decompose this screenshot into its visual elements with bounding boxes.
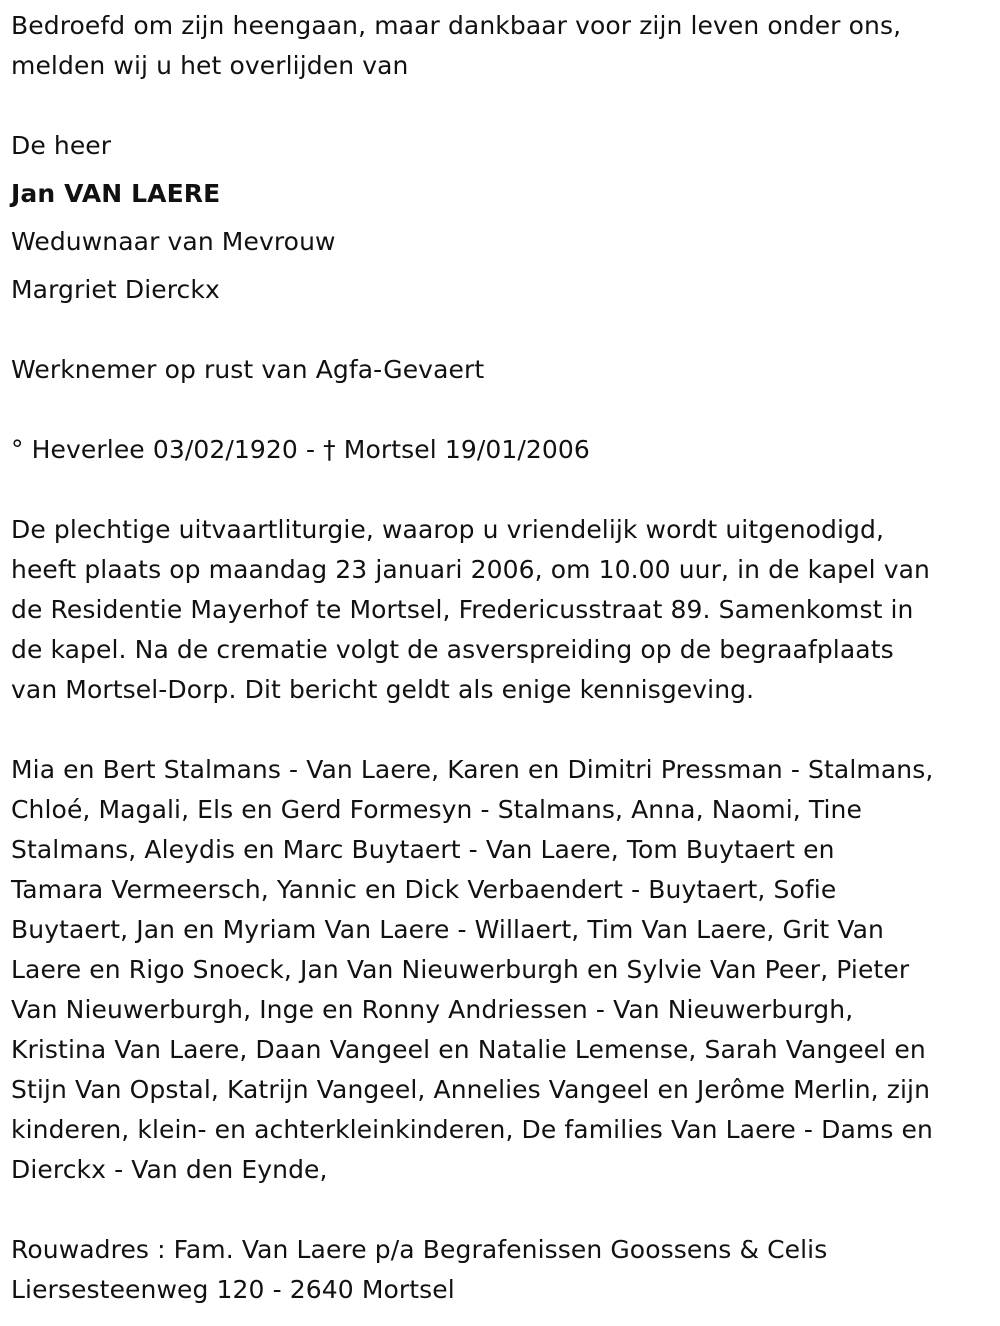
family-line-4: Tamara Vermeersch, Yannic en Dick Verbaendert - Buytaert, Sofie [11,875,837,904]
ceremony-line-4: de kapel. Na de crematie volgt de asverspreiding op de begraafplaats [11,635,894,664]
family-line-10: kinderen, klein- en achterkleinkinderen, De families Van Laere - Dams en [11,1115,933,1144]
ceremony-line-5: van Mortsel-Dorp. Dit bericht geldt als enige kennisgeving. [11,675,755,704]
occupation: Werknemer op rust van Agfa-Gevaert [11,355,485,384]
intro-line-1: Bedroefd om zijn heengaan, maar dankbaar voor zijn leven onder ons, [11,11,902,40]
birth-death-dates: ° Heverlee 03/02/1920 - † Mortsel 19/01/2006 [11,435,590,464]
ceremony-line-1: De plechtige uitvaartliturgie, waarop u vriendelijk wordt uitgenodigd, [11,515,885,544]
salutation: De heer [11,131,112,160]
family-line-3: Stalmans, Aleydis en Marc Buytaert - Van Laere, Tom Buytaert en [11,835,835,864]
ceremony-line-3: de Residentie Mayerhof te Mortsel, Fredericusstraat 89. Samenkomst in [11,595,914,624]
family-line-6: Laere en Rigo Snoeck, Jan Van Nieuwerburgh en Sylvie Van Peer, Pieter [11,955,910,984]
deceased-name: Jan VAN LAERE [11,179,221,208]
address-line-1: Rouwadres : Fam. Van Laere p/a Begrafenissen Goossens & Celis [11,1235,828,1264]
spouse-line-2: Margriet Dierckx [11,275,220,304]
intro-line-2: melden wij u het overlijden van [11,51,409,80]
family-line-11: Dierckx - Van den Eynde, [11,1155,328,1184]
family-line-5: Buytaert, Jan en Myriam Van Laere - Willaert, Tim Van Laere, Grit Van [11,915,884,944]
address-line-2: Liersesteenweg 120 - 2640 Mortsel [11,1275,455,1304]
family-line-1: Mia en Bert Stalmans - Van Laere, Karen en Dimitri Pressman - Stalmans, [11,755,934,784]
ceremony-line-2: heeft plaats op maandag 23 januari 2006, om 10.00 uur, in de kapel van [11,555,930,584]
family-line-8: Kristina Van Laere, Daan Vangeel en Natalie Lemense, Sarah Vangeel en [11,1035,926,1064]
family-line-2: Chloé, Magali, Els en Gerd Formesyn - Stalmans, Anna, Naomi, Tine [11,795,862,824]
family-line-9: Stijn Van Opstal, Katrijn Vangeel, Annelies Vangeel en Jerôme Merlin, zijn [11,1075,931,1104]
family-line-7: Van Nieuwerburgh, Inge en Ronny Andriessen - Van Nieuwerburgh, [11,995,854,1024]
spouse-line-1: Weduwnaar van Mevrouw [11,227,336,256]
